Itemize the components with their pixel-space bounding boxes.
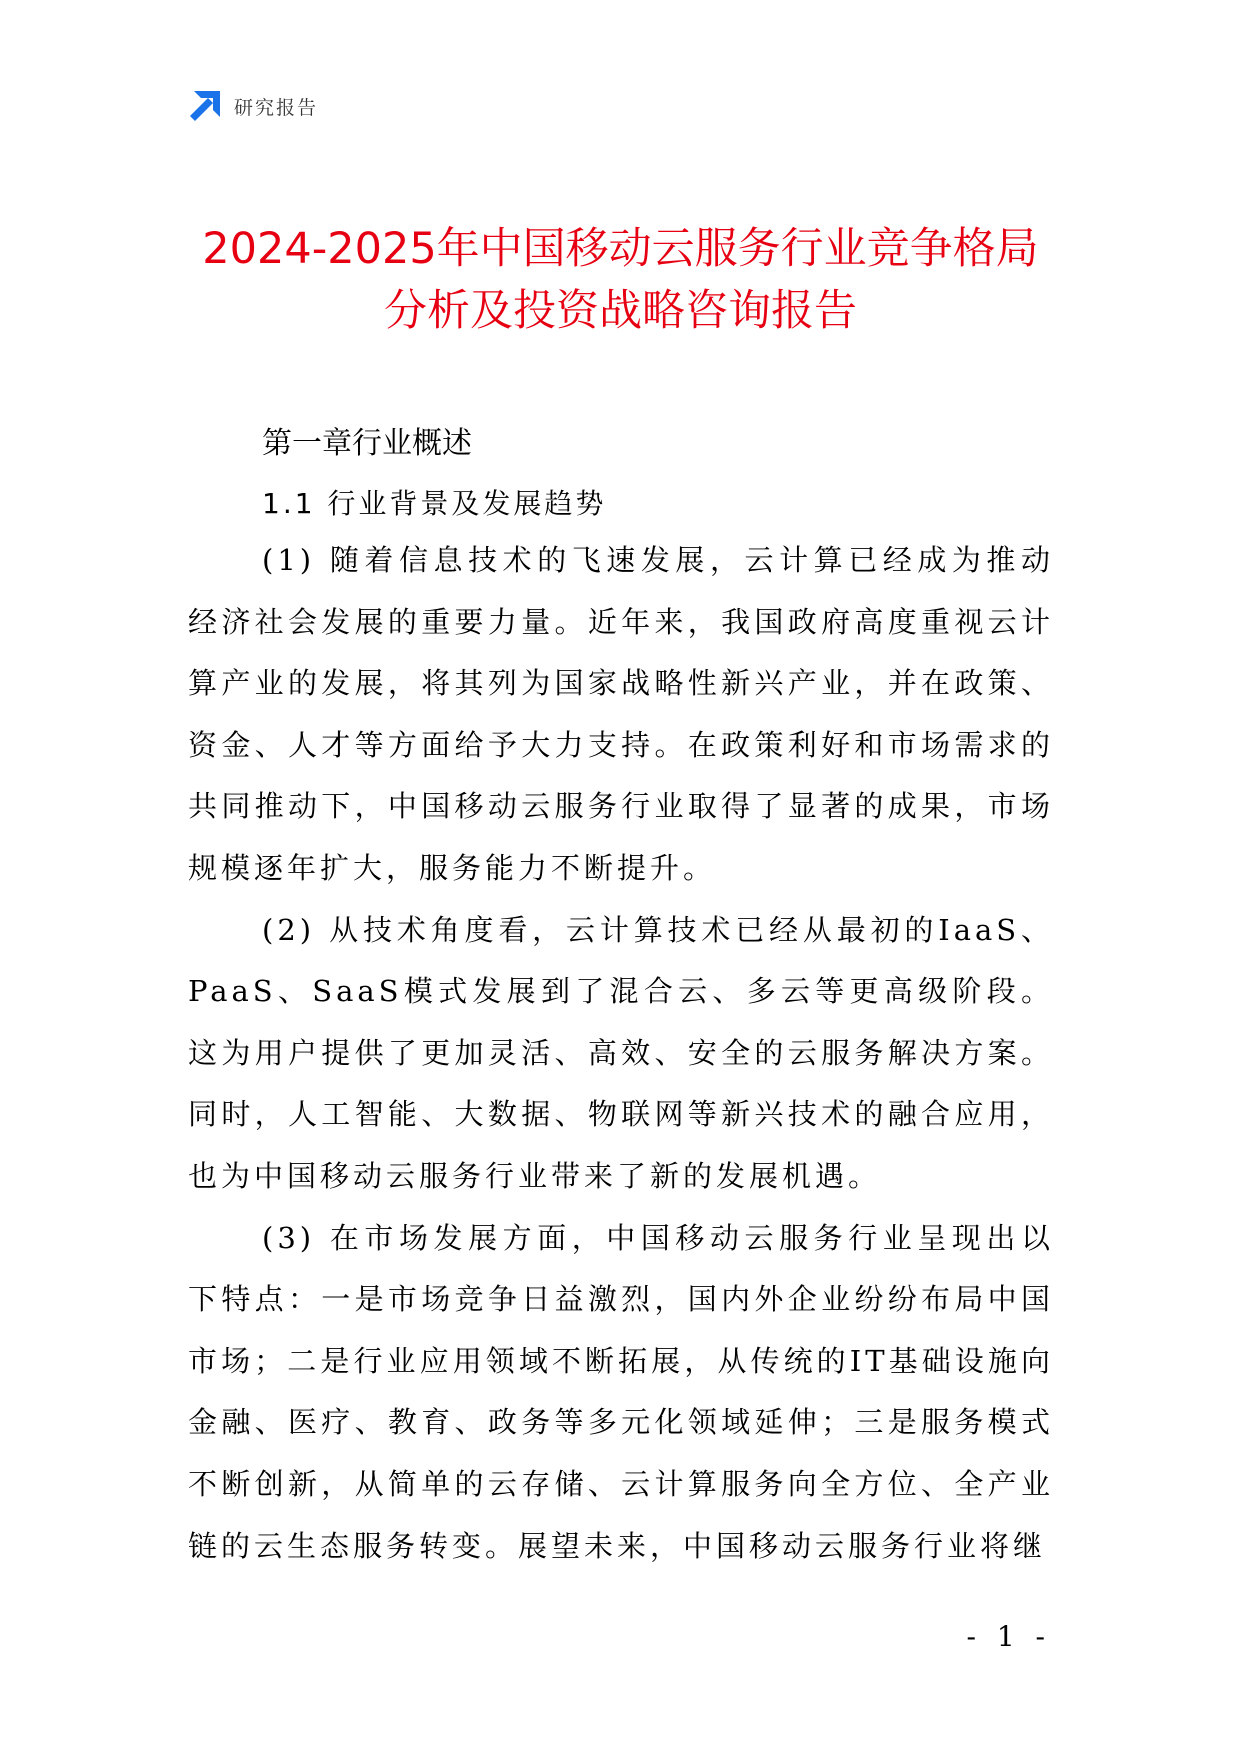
paragraph: (1) 随着信息技术的飞速发展，云计算已经成为推动经济社会发展的重要力量。近年来，我国政府高度重视云计算产业的发展，将其列为国家战略性新兴产业，并在政策、资金、人才等方面给予大力支持。在政策利好和市场需求的共同推动下，中国移动云服务行业取得了显著的成果，市场规模逐年扩大，服务能力不断提升。 [188,543,1054,885]
section-heading: 1.1 行业背景及发展趋势 [262,487,607,520]
arrow-up-right-icon [188,89,222,123]
title-line-2: 分析及投资战略咨询报告 [384,286,857,336]
paragraph: (3) 在市场发展方面，中国移动云服务行业呈现出以下特点：一是市场竞争日益激烈，国内外企业纷纷布局中国市场；二是行业应用领域不断拓展，从传统的IT基础设施向金融、医疗、教育、政务等多元化领域延伸；三是服务模式不断创新，从简单的云存储、云计算服务向全方位、全产业链的云生态服务转变。展望未来，中国移动云服务行业将继 [188,1220,1054,1563]
body-text [188,530,1054,1577]
report-header [188,88,318,124]
page-number: - 1 - [966,1620,1051,1653]
title-line-1: 2024-2025年中国移动云服务行业竞争格局 [202,224,1039,274]
paragraph: (2) 从技术角度看，云计算技术已经从最初的IaaS、PaaS、SaaS模式发展到了混合云、多云等更高级阶段。这为用户提供了更加灵活、高效、安全的云服务解决方案。同时，人工智能、大数据、物联网等新兴技术的融合应用，也为中国移动云服务行业带来了新的发展机遇。 [188,912,1054,1193]
chapter-heading: 第一章行业概述 [262,426,472,461]
report-title [150,218,1091,342]
header-label: 研究报告 [234,96,319,119]
